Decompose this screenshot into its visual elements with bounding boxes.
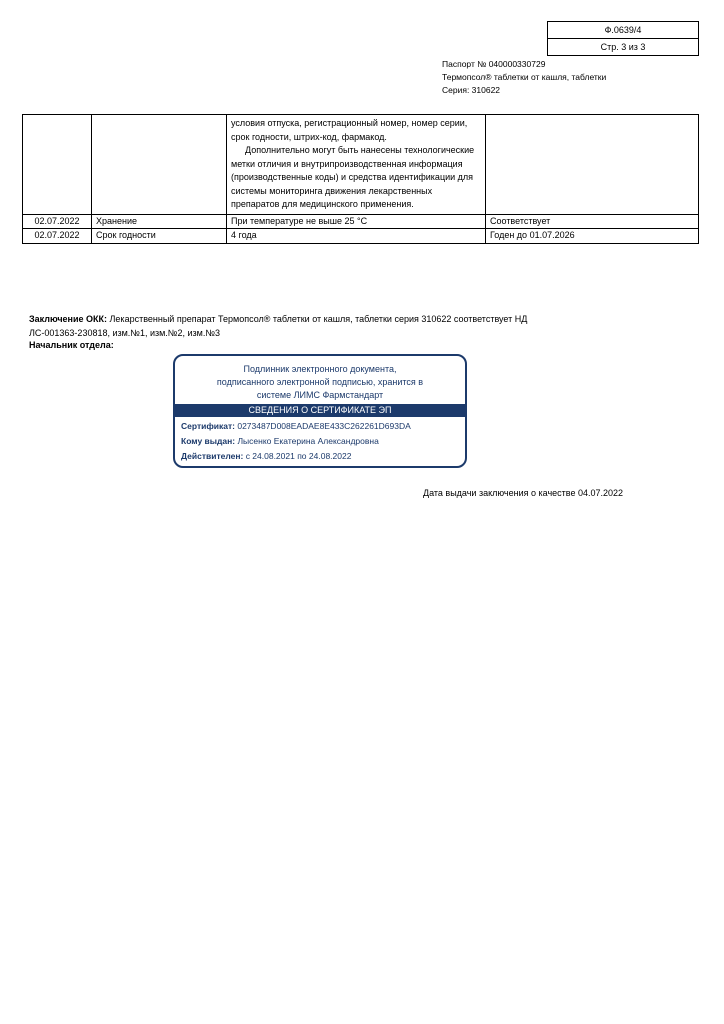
- validity-label: Действителен:: [181, 451, 244, 461]
- validity-value: с 24.08.2021 по 24.08.2022: [243, 451, 352, 461]
- test-results-table: [22, 114, 699, 244]
- stamp-line: подписанного электронной подписью, хранится в: [216, 377, 424, 387]
- issue-date: Дата выдачи заключения о качестве 04.07.2022: [423, 488, 623, 498]
- passport-number: Паспорт № 040000330729: [442, 59, 546, 69]
- table-row: [23, 115, 699, 215]
- head-of-department-label: Начальник отдела:: [29, 340, 114, 350]
- certificate-info-band: СВЕДЕНИЯ О СЕРТИФИКАТЕ ЭП: [175, 404, 465, 417]
- result-cell: Годен до 01.07.2026: [486, 229, 699, 244]
- date-cell: 02.07.2022: [23, 214, 92, 229]
- date-cell: 02.07.2022: [23, 229, 92, 244]
- qc-conclusion: [29, 313, 549, 340]
- issued-to-label: Кому выдан:: [181, 436, 236, 446]
- validity-row: [175, 449, 465, 464]
- issued-to-row: [175, 434, 465, 449]
- conclusion-label: Заключение ОКК:: [29, 314, 108, 324]
- conclusion-text: Лекарственный препарат Термопсол® таблетки от кашля, таблетки серия 310622 соответствует НД ЛС-001363-230818, изм.№1, изм.№2, изм.№3: [29, 314, 528, 338]
- passport-header: [442, 58, 606, 97]
- param-cell: [92, 115, 227, 215]
- stamp-line: системе ЛИМС Фармстандарт: [256, 390, 384, 400]
- product-name: Термопсол® таблетки от кашля, таблетки: [442, 72, 607, 82]
- stamp-notice: [175, 356, 465, 402]
- requirement-cell: При температуре не выше 25 °С: [227, 214, 486, 229]
- certificate-label: Сертификат:: [181, 421, 235, 431]
- table-row: [23, 229, 699, 244]
- page-number: Стр. 3 из 3: [548, 38, 698, 55]
- form-code-box: [547, 21, 699, 56]
- result-cell: Соответствует: [486, 214, 699, 229]
- series-number: Серия: 310622: [442, 85, 501, 95]
- certificate-row: [175, 419, 465, 434]
- requirement-text: условия отпуска, регистрационный номер, номер серии, срок годности, штрих-код, фармакод.: [231, 118, 468, 142]
- param-cell: Срок годности: [92, 229, 227, 244]
- certificate-value: 0273487D008EADAE8E433C262261D693DA: [234, 421, 411, 431]
- result-cell: [486, 115, 699, 215]
- requirement-cell: 4 года: [227, 229, 486, 244]
- table-row: [23, 214, 699, 229]
- electronic-signature-stamp: [173, 354, 467, 468]
- requirement-cell: [227, 115, 486, 215]
- stamp-line: Подлинник электронного документа,: [243, 364, 397, 374]
- requirement-text: Дополнительно могут быть нанесены технологические метки отличия и внутрипроизводственная информация (производственные коды) и средства идентификации для системы мониторинга движения лекарственных препаратов для медицинского применения.: [231, 145, 475, 209]
- issued-to-value: Лысенко Екатерина Александровна: [235, 436, 379, 446]
- date-cell: [23, 115, 92, 215]
- param-cell: Хранение: [92, 214, 227, 229]
- form-code: Ф.0639/4: [604, 25, 642, 35]
